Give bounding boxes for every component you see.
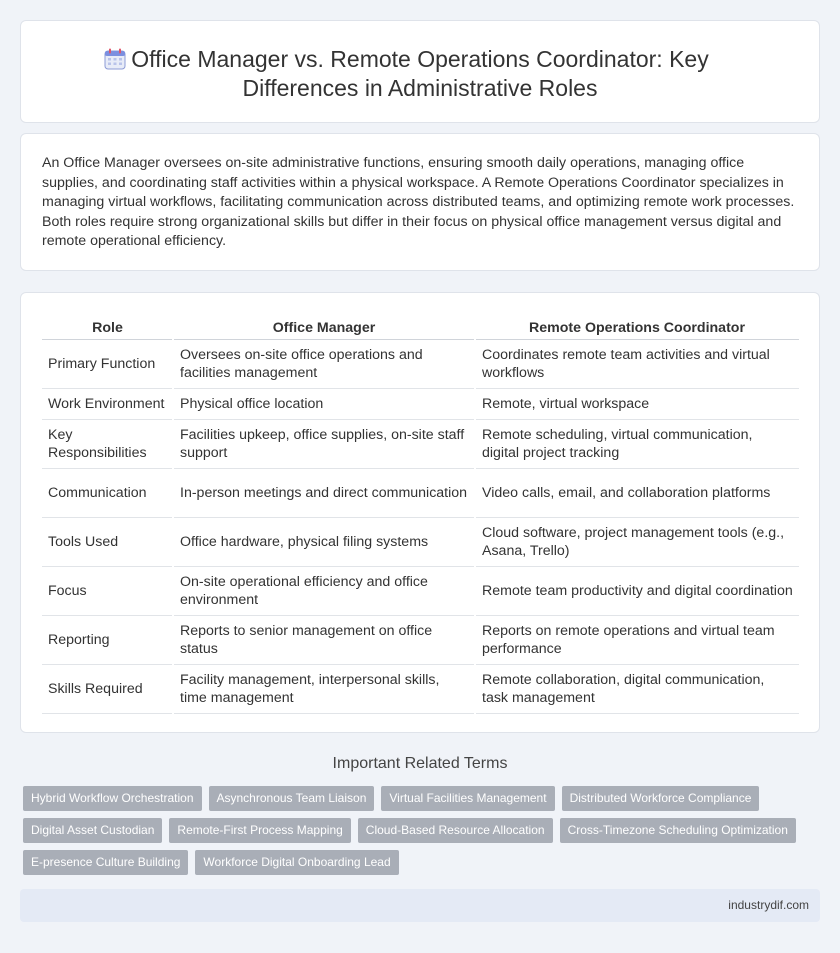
- related-term-tag[interactable]: Asynchronous Team Liaison: [209, 786, 375, 811]
- header-role: Role: [42, 313, 173, 339]
- title-line-2: Differences in Administrative Roles: [242, 75, 598, 101]
- related-term-tag[interactable]: Hybrid Workflow Orchestration: [23, 786, 202, 811]
- remote-coordinator-cell: Remote, virtual workspace: [475, 388, 799, 419]
- related-term-tag[interactable]: Cloud-Based Resource Allocation: [358, 818, 553, 843]
- related-term-tag[interactable]: Digital Asset Custodian: [23, 818, 162, 843]
- table-header-row: [42, 313, 799, 339]
- remote-coordinator-cell: Remote team productivity and digital coordination: [475, 566, 799, 615]
- related-term-tag[interactable]: E-presence Culture Building: [23, 850, 188, 875]
- row-label: Focus: [42, 566, 173, 615]
- related-term-tag[interactable]: Distributed Workforce Compliance: [562, 786, 760, 811]
- table-row: [42, 468, 799, 517]
- table-row: [42, 566, 799, 615]
- office-manager-cell: Oversees on-site office operations and facilities management: [173, 339, 475, 388]
- office-manager-cell: Facilities upkeep, office supplies, on-site staff support: [173, 419, 475, 468]
- row-label: Communication: [42, 468, 173, 517]
- related-term-tag[interactable]: Remote-First Process Mapping: [169, 818, 350, 843]
- intro-card: [20, 133, 820, 271]
- related-term-tag[interactable]: Workforce Digital Onboarding Lead: [195, 850, 398, 875]
- related-term-tag[interactable]: Virtual Facilities Management: [381, 786, 554, 811]
- table-row: [42, 517, 799, 566]
- table-row: [42, 664, 799, 713]
- table-row: [42, 615, 799, 664]
- table-row: [42, 388, 799, 419]
- remote-coordinator-cell: Video calls, email, and collaboration platforms: [475, 468, 799, 517]
- row-label: Key Responsibilities: [42, 419, 173, 468]
- remote-coordinator-cell: Coordinates remote team activities and virtual workflows: [475, 339, 799, 388]
- footer: [20, 889, 820, 922]
- remote-coordinator-cell: Remote scheduling, virtual communication, digital project tracking: [475, 419, 799, 468]
- office-manager-cell: Physical office location: [173, 388, 475, 419]
- remote-coordinator-cell: Cloud software, project management tools (e.g., Asana, Trello): [475, 517, 799, 566]
- header-remote-coordinator: Remote Operations Coordinator: [475, 313, 799, 339]
- office-manager-cell: Facility management, interpersonal skills, time management: [173, 664, 475, 713]
- table-row: [42, 419, 799, 468]
- title-card: [20, 20, 820, 123]
- page-title: [21, 45, 819, 103]
- table-row: [42, 339, 799, 388]
- intro-paragraph: An Office Manager oversees on-site administrative functions, ensuring smooth daily operations, managing office supplies, and coordinating staff activities within a physical workspace. A Remote Operations Coordinator specializes in managing virtual workflows, facilitating communication across distributed teams, and optimizing remote work processes. Both roles require strong organizational skills but differ in their focus on physical office management versus digital and remote operational efficiency.: [42, 155, 795, 250]
- related-terms-title: Important Related Terms: [332, 755, 508, 772]
- comparison-table-card: [20, 292, 820, 733]
- office-manager-cell: On-site operational efficiency and office environment: [173, 566, 475, 615]
- comparison-table: [42, 313, 799, 714]
- row-label: Primary Function: [42, 339, 173, 388]
- header-office-manager: Office Manager: [173, 313, 475, 339]
- row-label: Tools Used: [42, 517, 173, 566]
- row-label: Skills Required: [42, 664, 173, 713]
- related-term-tag[interactable]: Cross-Timezone Scheduling Optimization: [560, 818, 796, 843]
- office-manager-cell: Office hardware, physical filing systems: [173, 517, 475, 566]
- remote-coordinator-cell: Remote collaboration, digital communication, task management: [475, 664, 799, 713]
- row-label: Work Environment: [42, 388, 173, 419]
- office-manager-cell: In-person meetings and direct communication: [173, 468, 475, 517]
- office-manager-cell: Reports to senior management on office status: [173, 615, 475, 664]
- related-terms-tags: [23, 786, 803, 882]
- footer-site-link[interactable]: industrydif.com: [728, 898, 809, 912]
- title-line-1: Office Manager vs. Remote Operations Coordinator: Key: [131, 46, 709, 72]
- row-label: Reporting: [42, 615, 173, 664]
- remote-coordinator-cell: Reports on remote operations and virtual team performance: [475, 615, 799, 664]
